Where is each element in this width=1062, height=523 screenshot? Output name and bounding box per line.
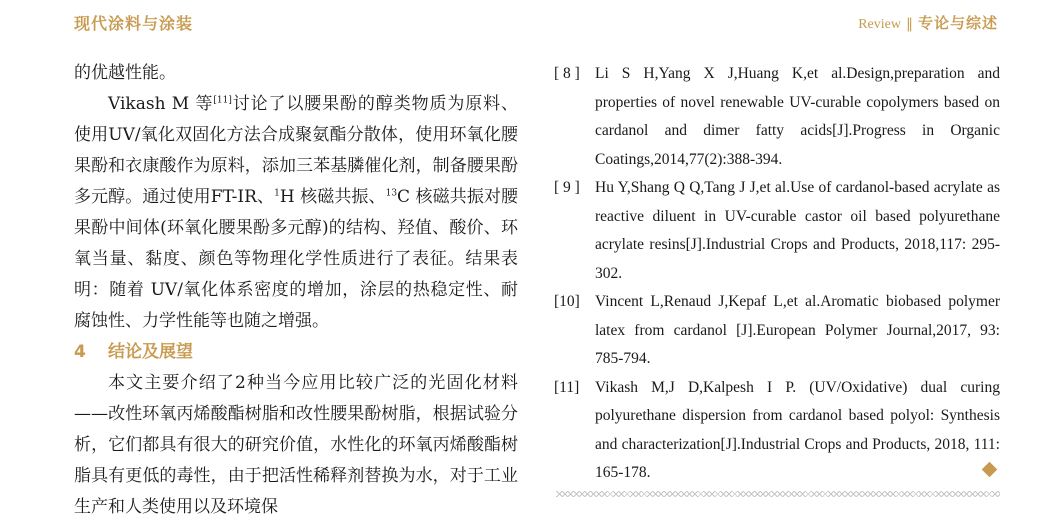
reference-text: Vikash M,J D,Kalpesh I P. (UV/Oxidative) dual curing polyurethane dispersion from cardanol based polyol: Synthesis and characterization[J].Industrial Crops and Products, 2018, 111: 165-178. (595, 378, 1000, 481)
paragraph-3: 本文主要介绍了2种当今应用比较广泛的光固化材料——改性环氧丙烯酸酯树脂和改性腰果酚树脂，根据试验分析，它们都具有很大的研究价值，水性化的环氧丙烯酸酯树脂具有更低的毒性，由于把活性稀释剂替换为水，对于工业生产和人类使用以及环境保 (74, 373, 518, 517)
reference-item (554, 60, 1000, 174)
section-heading (74, 337, 518, 368)
reference-text: Hu Y,Shang Q Q,Tang J J,et al.Use of cardanol-based acrylate as reactive diluent in UV-curable castor oil based polyurethane acrylate resins[J].Industrial Crops and Products, 2018,117: 295-302. (595, 179, 1000, 282)
references-list (554, 60, 1000, 488)
reference-item (554, 374, 1000, 488)
review-label: Review (858, 17, 901, 32)
p2-lead: Vikash M 等 (108, 94, 214, 114)
p2-body-2: H 核磁共振、 (279, 187, 386, 207)
decorative-divider (556, 491, 1000, 497)
left-column (74, 58, 518, 523)
c13-superscript: 13 (385, 188, 398, 199)
p2-body-3: C 核磁共振对腰果酚中间体(环氧化腰果酚多元醇)的结构、羟值、酸价、环氧当量、黏度、颜色等物理化学性质进行了表征。结果表明：随着 UV/氧化体系密度的增加，涂层的热稳定性、耐腐蚀性、力学性能等也随之增强。 (74, 187, 518, 331)
header-separator: ‖ (905, 16, 913, 32)
section-number: 4 (74, 342, 86, 362)
section-header (858, 12, 998, 33)
reference-text: Vincent L,Renaud J,Kepaf L,et al.Aromatic biobased polymer latex from cardanol [J].European Polymer Journal,2017, 93: 785-794. (595, 293, 1000, 367)
reference-item (554, 174, 1000, 288)
paragraph-1: 的优越性能。 (74, 63, 176, 83)
reference-number: [11] (554, 378, 580, 396)
p2-body: 讨论了以腰果酚的醇类物质为原料、使用UV/氧化双固化方法合成聚氨酯分散体，使用环氧化腰果酚和衣康酸作为原料，添加三苯基膦催化剂，制备腰果酚多元醇。通过使用FT-IR、 (74, 94, 518, 207)
journal-title: 现代涂料与涂装 (74, 14, 194, 33)
reference-number: [10] (554, 293, 580, 310)
reference-text: Li S H,Yang X J,Huang K,et al.Design,preparation and properties of novel renewable UV-curable copolymers based on cardanol and dimer fatty acids[J].Progress in Organic Coatings,2014,77(2):388-394. (595, 65, 1000, 168)
reference-number: [ 8 ] (554, 65, 580, 82)
h-superscript: 1 (274, 188, 280, 199)
reference-number: [ 9 ] (554, 179, 580, 196)
column-label: 专论与综述 (917, 14, 998, 32)
reference-item (554, 288, 1000, 374)
section-title: 结论及展望 (108, 342, 193, 362)
paragraph-2 (74, 89, 518, 337)
citation-11[interactable]: [11] (213, 95, 232, 106)
